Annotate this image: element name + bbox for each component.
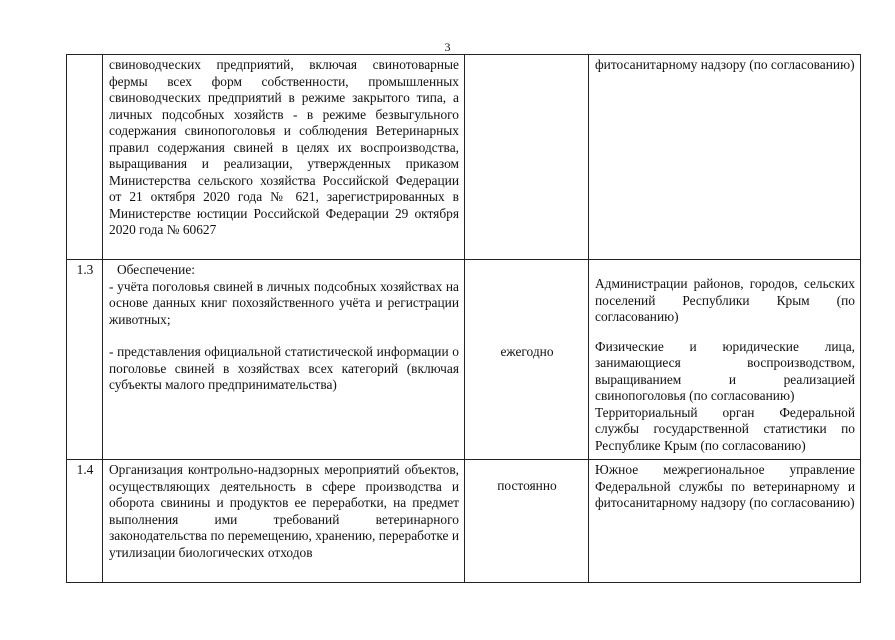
table-row: [67, 55, 861, 260]
term-text: постоянно: [497, 478, 557, 493]
term-cell: [465, 460, 589, 583]
executor-cell: [589, 260, 861, 460]
measure-text-body: свиноводческих предприятий, включая свинотоварные фермы всех форм собственности, промышленных свиноводческих предприятий в режиме закрытого типа, а личных подсобных хозяйств - в режиме безвыгульного содержания свинопоголовья и соблюдения Ветеринарных правил содержания свиней в целях их воспроизводства, выращивания и реализации, утвержденных приказом Министерства сельского хозяйства Российской Федерации от 21 октября 2020 года № 621, зарегистрированных в Министерстве юстиции Российской Федерации 29 октября 2020 года № 60627: [109, 57, 459, 237]
measure-item: - учёта поголовья свиней в личных подсобных хозяйствах на основе данных книг похозяйственного учёта и регистрации животных;: [109, 278, 459, 327]
table-row: [67, 260, 861, 460]
term-cell: [465, 260, 589, 460]
measure-text: [103, 460, 465, 583]
executor-cell: [589, 55, 861, 260]
measure-text: [103, 55, 465, 260]
measure-item: - представления официальной статистической информации о поголовье свиней в хозяйствах всех категорий (включая субъекты малого предпринимательства): [109, 344, 459, 392]
measure-text-body: Организация контрольно-надзорных мероприятий объектов, осуществляющих деятельность в сфере производства и оборота свинины и продуктов ее переработки, на предмет выполнения ими требований ветеринарного законодательства по перемещению, хранению, переработке и утилизации биологических отходов: [109, 462, 459, 560]
row-number: [67, 55, 103, 260]
measure-text: [103, 260, 465, 460]
page-number: 3: [444, 40, 451, 54]
executor-text: Южное межрегиональное управление Федеральной службы по ветеринарному и фитосанитарному надзору (по согласованию): [595, 462, 855, 510]
executor-text: Администрации районов, городов, сельских поселений Республики Крым (по согласованию): [595, 276, 855, 324]
executor-text: Физические и юридические лица, занимающиеся воспроизводством, выращиванием и реализацией свинопоголовья (по согласованию): [595, 338, 855, 403]
table-row: [67, 460, 861, 583]
plan-table: [66, 54, 861, 583]
term-cell: [465, 55, 589, 260]
executor-text: Территориальный орган Федеральной службы государственной статистики по Республике Крым (по согласованию): [595, 404, 855, 453]
executor-text: фитосанитарному надзору (по согласованию): [595, 57, 855, 72]
measure-heading: Обеспечение:: [117, 262, 195, 277]
term-text: ежегодно: [500, 344, 554, 359]
row-number: 1.3: [67, 260, 103, 460]
row-number: 1.4: [67, 460, 103, 583]
executor-cell: [589, 460, 861, 583]
